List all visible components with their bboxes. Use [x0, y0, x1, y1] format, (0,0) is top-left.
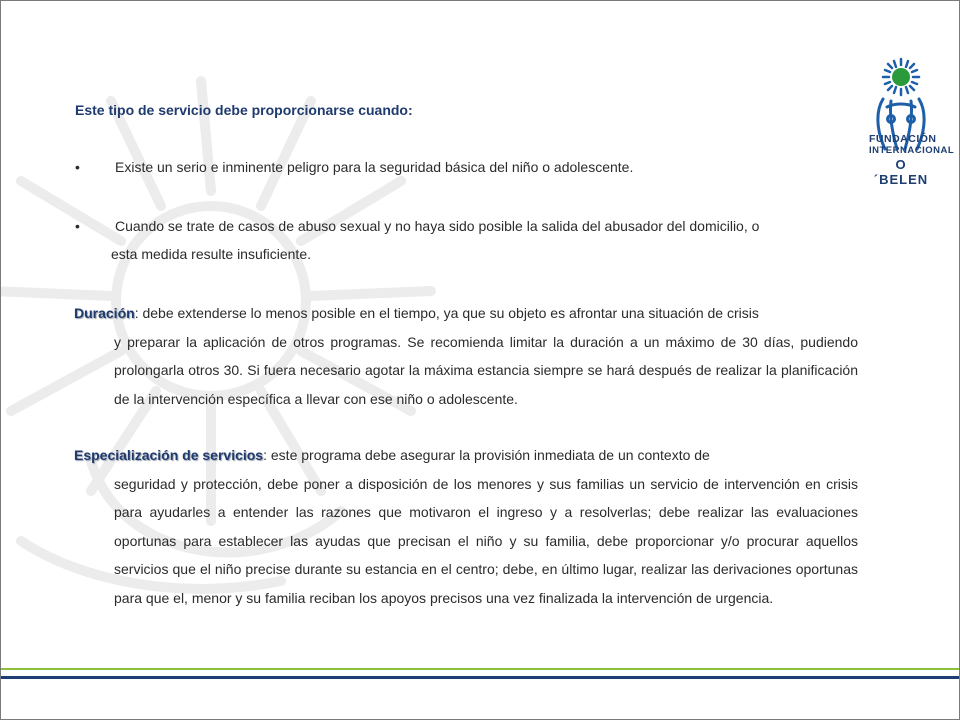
footer-rule-blue: [1, 676, 960, 679]
logo-line-1: FUNDACIÓN: [869, 133, 937, 145]
bullet-item-1: [75, 153, 859, 181]
bullet-text: Existe un serio e inminente peligro para la seguridad básica del niño o adolescente.: [115, 159, 634, 175]
specialization-first-line: [74, 441, 858, 470]
specialization-paragraph: [74, 441, 858, 612]
footer-rule-green: [1, 668, 960, 670]
duration-term: Duración: [74, 305, 135, 321]
page-heading: Este tipo de servicio debe proporcionarse cuando:: [75, 102, 413, 118]
bullet-symbol: •: [75, 218, 80, 234]
bullet-text-continuation: esta medida resulte insuficiente.: [111, 246, 311, 262]
content: [1, 1, 960, 720]
logo-line-3: O´BELEN: [873, 157, 929, 187]
bullet-symbol: •: [75, 159, 80, 175]
logo-line-2: INTERNACIONAL: [869, 145, 955, 156]
specialization-term: Especialización de servicios: [74, 447, 264, 463]
duration-first-text: : debe extenderse lo menos posible en el tiempo, ya que su objeto es afrontar una situación de crisis: [134, 305, 759, 321]
duration-paragraph: [74, 299, 858, 413]
specialization-first-text: : este programa debe asegurar la provisión inmediata de un contexto de: [263, 447, 710, 463]
specialization-rest: seguridad y protección, debe poner a disposición de los menores y sus familias un servicio de intervención en crisis para ayudarles a entender las razones que motivaron el ingreso y a resolverlas; debe realizar las evaluaciones oportunas para establecer las ayudas que precisan el niño y su familia, debe proporcionar y/o procurar aquellos servicios que el niño precise durante su estancia en el centro; debe, en último lugar, realizar las derivaciones oportunas para que el, menor y su familia reciban los apoyos precisos una vez finalizada la intervención de urgencia.: [114, 475, 858, 606]
bullet-item-2: [75, 212, 859, 268]
bullet-text-first-line: Cuando se trate de casos de abuso sexual y no haya sido posible la salida del abusador del domicilio, o: [115, 218, 760, 234]
duration-first-line: [74, 299, 858, 328]
duration-rest: y preparar la aplicación de otros programas. Se recomienda limitar la duración a un máximo de 30 días, pudiendo prolongarla otros 30. Si fuera necesario agotar la máxima estancia siempre se hará después de realizar la planificación de la intervención específica a llevar con ese niño o adolescente.: [114, 333, 858, 407]
